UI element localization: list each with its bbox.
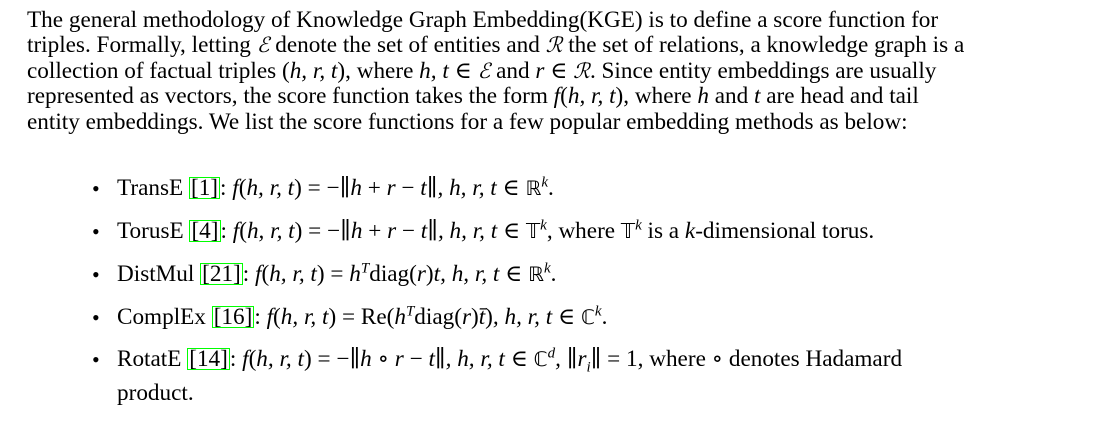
- list-item-complex: • ComplEx [16]: f(h, r, $t) = Re(h^Tdiag(r)t̄)$, h, r, t ∈ ℂ$^k$.: [92, 303, 608, 330]
- citation-link[interactable]: [1]: [190, 175, 219, 201]
- list-item-distmul: • DistMul [21]: f(h, r, $t) = h^Tdiag(r)t$, h, r, t ∈ ℝ$^k$.: [92, 260, 557, 287]
- math-h: h: [697, 83, 709, 110]
- text: and: [490, 57, 536, 84]
- text: are head and tail: [760, 83, 919, 110]
- math-hadamard: ∘: [711, 346, 724, 372]
- math-formula: f(h, r, t) = −∥h ∘ r − t∥, h, r, t ∈ ℂ$^d$, $\parallel r_i\parallel = 1$: [242, 345, 638, 376]
- math-formula: f(h, r, $t) = h^Tdiag(r)t$, h, r, t ∈ ℝ$^k$.: [255, 260, 557, 287]
- bullet: •: [92, 262, 100, 287]
- text: the set of relations, a knowledge graph is a: [562, 32, 965, 59]
- text: denotes Hadamard: [723, 346, 903, 372]
- citation-number: 16: [221, 304, 245, 330]
- math-torus: 𝕋$^k$: [620, 217, 642, 243]
- citation-link[interactable]: [4]: [191, 218, 219, 244]
- citation-link[interactable]: [16]: [213, 304, 253, 330]
- method-name: RotatE: [117, 346, 182, 372]
- method-name: TransE: [117, 175, 184, 201]
- citation-number: 14: [196, 346, 221, 372]
- text: represented as vectors, the score function takes the form: [27, 83, 554, 110]
- math-r-in-r: r ∈ ℛ: [535, 57, 590, 84]
- math-t: t: [754, 83, 761, 110]
- text: , where: [637, 346, 712, 372]
- method-name: ComplEx: [117, 304, 206, 330]
- math-k: k: [684, 218, 696, 244]
- text: , where: [345, 57, 420, 84]
- text: , where: [546, 218, 621, 244]
- text: -dimensional torus.: [695, 218, 875, 244]
- method-name: TorusE: [117, 218, 184, 244]
- text: denote the set of entities and: [269, 32, 546, 59]
- math-ht-in-e: h, t ∈ ℰ: [419, 57, 491, 84]
- math-score: f(h, r, t): [553, 83, 624, 110]
- math-relations-symbol: ℛ: [545, 33, 563, 58]
- text: product.: [117, 380, 194, 407]
- bullet: •: [92, 347, 100, 372]
- math-entities-symbol: ℰ: [256, 33, 270, 58]
- bullet: •: [92, 305, 100, 330]
- math-formula: f(h, r, t) = −∥h + r − t∥, h, r, t ∈ 𝕋$^k$: [232, 217, 547, 244]
- list-item-transe: • TransE [1]: f(h, r, t) = −∥h + r − t∥, h, r, t ∈ ℝ$^k$.: [92, 174, 554, 201]
- intro-paragraph: [27, 8, 1072, 135]
- bullet: •: [92, 219, 100, 244]
- text: and: [708, 83, 754, 110]
- citation-link[interactable]: [14]: [189, 346, 228, 372]
- text: The general methodology of Knowledge Graph Embedding(KGE) is to define a score function for: [27, 7, 939, 33]
- math-triple: (h, r, t): [281, 57, 346, 84]
- math-formula: f(h, r, t) = −∥h + r − t∥, h, r, t ∈ ℝ$^k$.: [232, 174, 554, 201]
- math-formula: f(h, r, $t) = Re(h^Tdiag(r)t̄)$, h, r, t ∈ ℂ$^k$.: [266, 303, 608, 330]
- citation-number: 1: [198, 175, 211, 201]
- text: , where: [623, 83, 698, 110]
- method-name: DistMul: [117, 261, 195, 287]
- citation-number: 21: [209, 261, 234, 287]
- citation-link[interactable]: [21]: [202, 261, 241, 287]
- text: triples. Formally, letting: [27, 32, 257, 59]
- text: . Since entity embeddings are usually: [589, 57, 937, 84]
- text: collection of factual triples: [27, 57, 282, 84]
- text: is a: [641, 218, 685, 244]
- bullet: •: [92, 176, 100, 201]
- text: entity embeddings. We list the score functions for a few popular embedding methods as below:: [27, 108, 908, 135]
- list-item-rotate: • RotatE [14]: f(h, r, t) = −∥h ∘ r − t∥, h, r, t ∈ ℂ$^d$, $\parallel r_i\parallel = 1$, where ∘ denotes Hadamard product.: [92, 345, 903, 407]
- list-item-toruse: • TorusE [4]: f(h, r, t) = −∥h + r − t∥, h, r, t ∈ 𝕋$^k$, where 𝕋$^k$ is a k-dimensional torus.: [92, 217, 875, 244]
- citation-number: 4: [199, 218, 211, 244]
